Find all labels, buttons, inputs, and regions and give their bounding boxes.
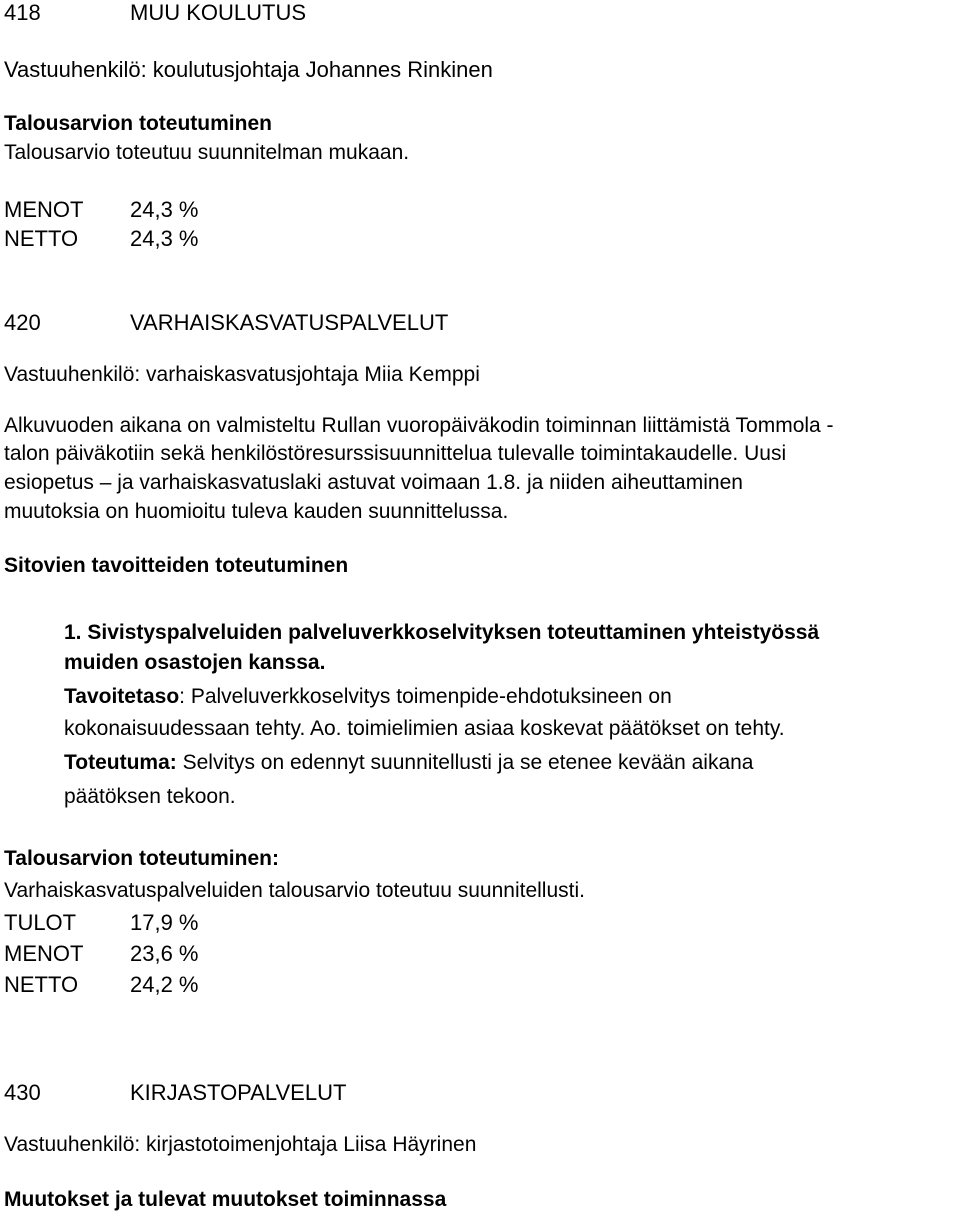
budget-text: Talousarvio toteutuu suunnitelman mukaan.: [4, 141, 410, 164]
target-line: [64, 686, 672, 707]
responsible-person: Vastuuhenkilö: kirjastotoimenjohtaja Liisa Häyrinen: [4, 1133, 477, 1156]
paragraph-line: muutoksia on huomioitu tuleva kauden suunnittelussa.: [4, 500, 509, 523]
section-number: 430: [4, 1080, 41, 1105]
paragraph-line: Alkuvuoden aikana on valmisteltu Rullan vuoropäiväkodin toiminnan liittämistä Tommola -: [4, 414, 834, 437]
result-text: Selvitys on edennyt suunnitellusti ja se etenee kevään aikana: [176, 751, 754, 774]
section-title: KIRJASTOPALVELUT: [130, 1080, 347, 1105]
responsible-person: Vastuuhenkilö: varhaiskasvatusjohtaja Miia Kemppi: [4, 363, 480, 386]
figure-label: MENOT: [4, 941, 84, 966]
budget-heading: Talousarvion toteutuminen:: [4, 847, 279, 870]
figure-value: 24,3 %: [130, 226, 199, 251]
figure-value: 23,6 %: [130, 941, 199, 966]
result-label: Toteutuma:: [64, 751, 177, 774]
section-title: MUU KOULUTUS: [130, 0, 307, 25]
budget-heading: Talousarvion toteutuminen: [4, 112, 272, 135]
target-text: : Palveluverkkoselvitys toimenpide-ehdotuksineen on: [179, 685, 672, 708]
result-line: [64, 752, 753, 773]
goal-title-line: 1. Sivistyspalveluiden palveluverkkoselvityksen toteuttaminen yhteistyössä: [64, 621, 820, 644]
figure-value: 17,9 %: [130, 910, 199, 935]
figure-value: 24,3 %: [130, 197, 199, 222]
figure-label: NETTO: [4, 226, 79, 251]
paragraph-line: esiopetus – ja varhaiskasvatuslaki astuvat voimaan 1.8. ja niiden aiheuttaminen: [4, 471, 743, 494]
figure-value: 24,2 %: [130, 972, 199, 997]
figure-label: NETTO: [4, 972, 79, 997]
responsible-person: Vastuuhenkilö: koulutusjohtaja Johannes Rinkinen: [4, 57, 493, 82]
result-line: päätöksen tekoon.: [64, 785, 236, 808]
paragraph-line: talon päiväkotiin sekä henkilöstöresurssisuunnittelua tulevalle toimintakaudelle. Uusi: [4, 442, 787, 465]
target-label: Tavoitetaso: [64, 685, 180, 708]
goal-title-line: muiden osastojen kanssa.: [64, 651, 326, 674]
section-number: 420: [4, 310, 41, 335]
section-title: VARHAISKASVATUSPALVELUT: [130, 310, 449, 335]
figure-label: TULOT: [4, 910, 77, 935]
figure-label: MENOT: [4, 197, 84, 222]
budget-text: Varhaiskasvatuspalveluiden talousarvio toteutuu suunnitellusti.: [4, 879, 585, 902]
target-line: kokonaisuudessaan tehty. Ao. toimielimien asiaa koskevat päätökset on tehty.: [64, 717, 785, 740]
section-number: 418: [4, 0, 41, 25]
changes-heading: Muutokset ja tulevat muutokset toiminnassa: [4, 1188, 447, 1211]
goals-heading: Sitovien tavoitteiden toteutuminen: [4, 554, 349, 577]
